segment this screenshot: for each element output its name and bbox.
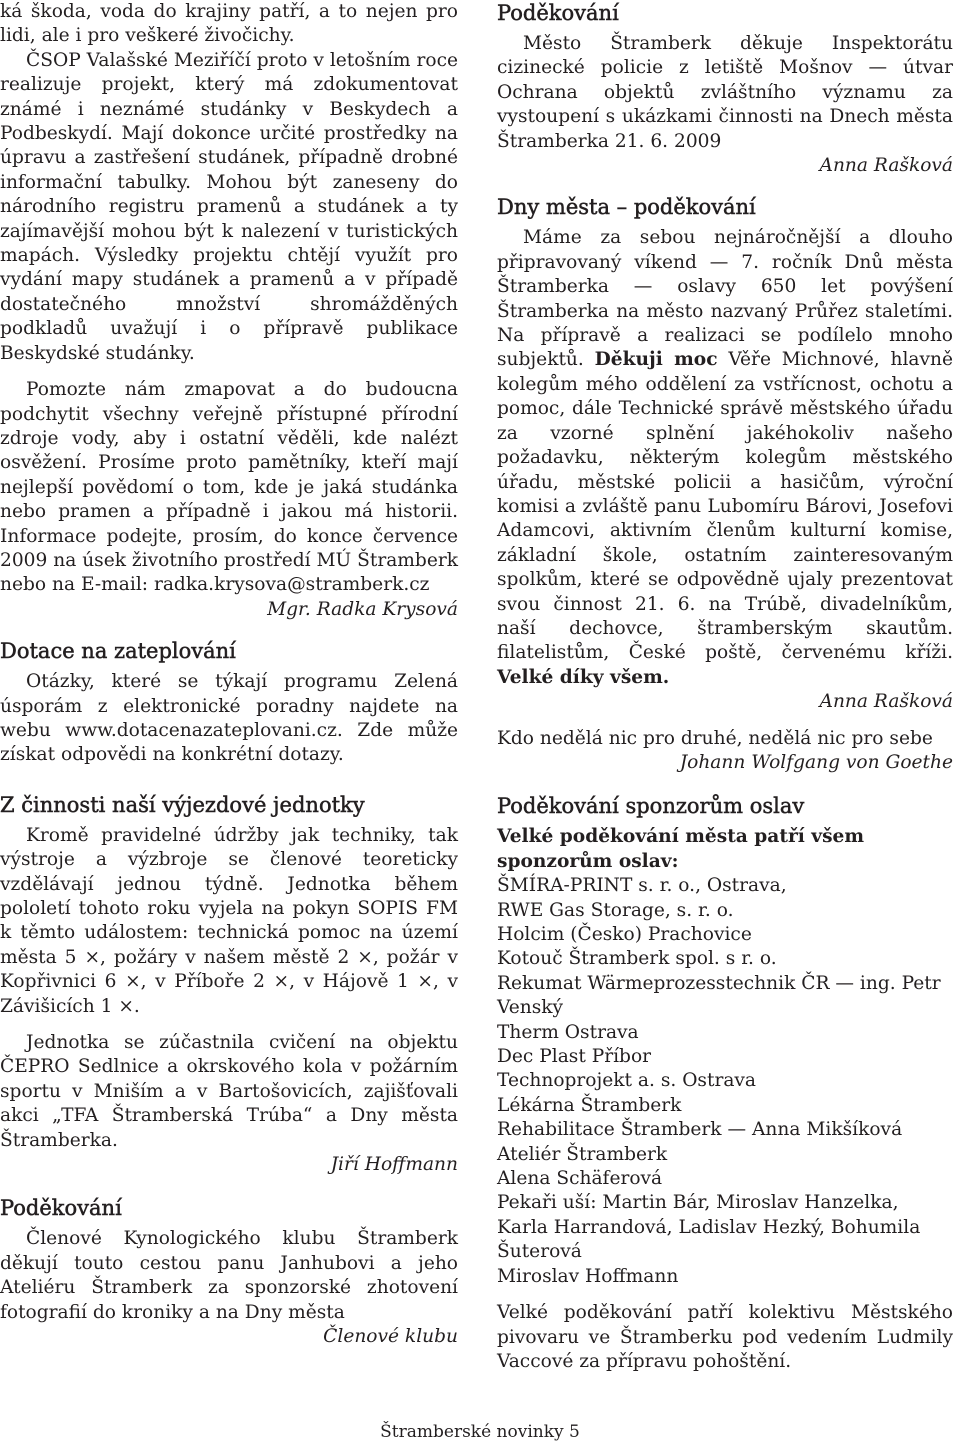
list-item: Therm Ostrava xyxy=(497,1021,639,1043)
heading-podekovani-policie: Poděkování xyxy=(497,1,619,25)
podekovani-klub-paragraph: Členové Kynologického klubu Štramberk děkují touto cestou panu Janhubovi a jeho Ateliéru Štramberk za sponzorské zhotovení fotografií do kroniky a na Dny města xyxy=(0,1228,458,1323)
list-item: Dec Plast Příbor xyxy=(497,1046,652,1068)
heading-jednotka: Z činnosti naší výjezdové jednotky xyxy=(0,792,365,817)
dekuji-moc-bold: Děkuji moc xyxy=(594,349,718,371)
list-item: Technoprojekt a. s. Ostrava xyxy=(497,1070,757,1092)
signature-raskova-2: Anna Rašková xyxy=(819,691,953,713)
quote-author: Johann Wolfgang von Goethe xyxy=(679,751,953,773)
list-item: Holcim (Česko) Prachovice xyxy=(497,924,752,945)
heading-dny-mesta: Dny města – poděkování xyxy=(497,195,756,220)
signature-krysova: Mgr. Radka Krysová xyxy=(267,598,458,620)
list-item: Miroslav Hoffmann xyxy=(497,1265,679,1287)
dny-mesta-thanks-list: Věře Michnové, hlavně kolegům mého oddělení za vstřícnost, ochotu a pomoc, dále Technické správě městského úřadu za vzorné splnění jakéhokoliv našeho požadavku, některým kolegům městského úřadu, městské policii a hasičům, výroční komisi a zvláště panu Lubomíru Bárovi, Josefovi Adamcovi, aktivním členům kulturní komise, základní škole, ostatním zainteresovaným spolkům, které se odpovědně ujaly prezentovat svou činnost 21. 6. na Trúbě, divadelníkům, naší dechovce, štramberským skautům. filatelistům, České poště, červenému kříži. xyxy=(497,349,953,664)
signature-clenove-klubu: Členové klubu xyxy=(323,1326,458,1348)
list-item: Lékárna Štramberk xyxy=(497,1094,682,1116)
dotace-paragraph: Otázky, které se týkají programu Zelená úsporám z elektronické poradny najdete na webu www.dotacenazateplovani.cz. Zde může získat odpovědi na konkrétní dotazy. xyxy=(0,671,458,766)
podekovani-policie-paragraph: Město Štramberk děkuje Inspektorátu cizinecké policie z letiště Mošnov — útvar Ochrana objektů zvláštního významu za vystoupení s ukázkami činnosti na Dnech města Štramberka 21. 6. 2009 xyxy=(497,33,953,152)
dny-mesta-intro: Máme za sebou nejnáročnější a dlouho připravovaný víkend — 7. ročník Dnů města Štramberka — oslavy 650 let povýšení Štramberka na město nazvaný Průřez staletími. Na přípravě a realizaci se podílelo mnoho subjektů. xyxy=(497,227,953,371)
list-item: Pekaři uší: Martin Bár, Miroslav Hanzelka, Karla Harrandová, Ladislav Hezký, Bohumila Šuterová xyxy=(497,1192,921,1263)
studanky-project-paragraph: ČSOP Valašské Meziříčí proto v letošním roce realizuje projekt, který má zdokumentovat známé i neznámé studánky v Beskydech a Podbeskydí. Mají dokonce určité prostředky na úpravu a zastřešení studánek, případně drobné informační tabulky. Mohou být zaneseny do národního registru pramenů a studánek a ty zajímavější mohou být k nalezení v turistických mapách. Výsledky projektu chtějí využít pro vydání mapy studánek a pramenů a v případě dostatečného množství shromážděných podkladů uvažují i o přípravě publikace Beskydské studánky. xyxy=(0,49,458,364)
dny-mesta-paragraph xyxy=(497,226,953,690)
velke-diky-bold: Velké díky všem. xyxy=(497,666,670,688)
jednotka-paragraph-1: Kromě pravidelné údržby jak techniky, tak výstroje a výzbroje se členové teoreticky vzdělávají jednou týdně. Jednotka během pololetí tohoto roku vyjela na pokyn SOPIS FM k těmto událostem: technická pomoc na území města 5 ×, požáry v našem městě 2 ×, požár v Kopřivnici 6 ×, v Příboře 2 ×, v Hájově 1 ×, v Závišicích 1 ×. xyxy=(0,824,458,1017)
list-item: Ateliér Štramberk xyxy=(497,1143,668,1165)
list-item: Rehabilitace Štramberk — Anna Mikšíková xyxy=(497,1119,903,1141)
pivovar-paragraph: Velké poděkování patří kolektivu Městského pivovaru ve Štramberku pod vedením Ludmily Vaccové za přípravu pohoštění. xyxy=(497,1302,953,1372)
signature-hoffmann: Jiří Hoffmann xyxy=(330,1154,458,1176)
list-item: Alena Schäferová xyxy=(497,1168,663,1190)
heading-sponzori: Poděkování sponzorům oslav xyxy=(497,794,805,819)
jednotka-paragraph-2: Jednotka se zúčastnila cvičení na objektu ČEPRO Sedlnice a okrskového kola v požárním sportu v Mniším a v Bartošovicích, zajišťovali akci „TFA Štramberská Trúba“ a Dny města Štramberka. xyxy=(0,1032,458,1151)
page-footer: Štramberské novinky 5 xyxy=(380,1422,580,1442)
studanky-continuation: ká škoda, voda do krajiny patří, a to nejen pro lidi, ale i pro veškeré živočichy. xyxy=(0,1,458,47)
right-column xyxy=(497,0,953,1374)
goethe-quote: Kdo nedělá nic pro druhé, nedělá nic pro sebe xyxy=(497,727,933,749)
left-column xyxy=(0,0,458,1350)
sponzori-intro: Velké poděkování města patří všem sponzorům oslav: xyxy=(497,826,865,872)
list-item: Rekumat Wärmeprozesstechnik ČR — ing. Petr Venský xyxy=(497,972,941,1019)
heading-podekovani-klub: Poděkování xyxy=(0,1196,122,1221)
sponsor-list xyxy=(497,874,953,1289)
list-item: Kotouč Štramberk spol. s r. o. xyxy=(497,948,777,970)
list-item: ŠMÍRA-PRINT s. r. o., Ostrava, xyxy=(497,875,787,897)
signature-raskova-1: Anna Rašková xyxy=(819,155,953,177)
list-item: RWE Gas Storage, s. r. o. xyxy=(497,899,734,921)
heading-dotace: Dotace na zateplování xyxy=(0,639,236,664)
studanky-appeal-paragraph: Pomozte nám zmapovat a do budoucna podchytit všechny veřejně přístupné přírodní zdroje vody, aby i ostatní věděli, kde nalézt osvěžení. Prosíme proto pamětníky, kteří mají nejlepší povědomí o tom, kde je jaká studánka nebo pramen a případně i jakou má historii. Informace podejte, prosím, do konce července 2009 na úsek životního prostředí MÚ Štramberk nebo na E-mail: radka.krysova@stramberk.cz xyxy=(0,379,458,596)
